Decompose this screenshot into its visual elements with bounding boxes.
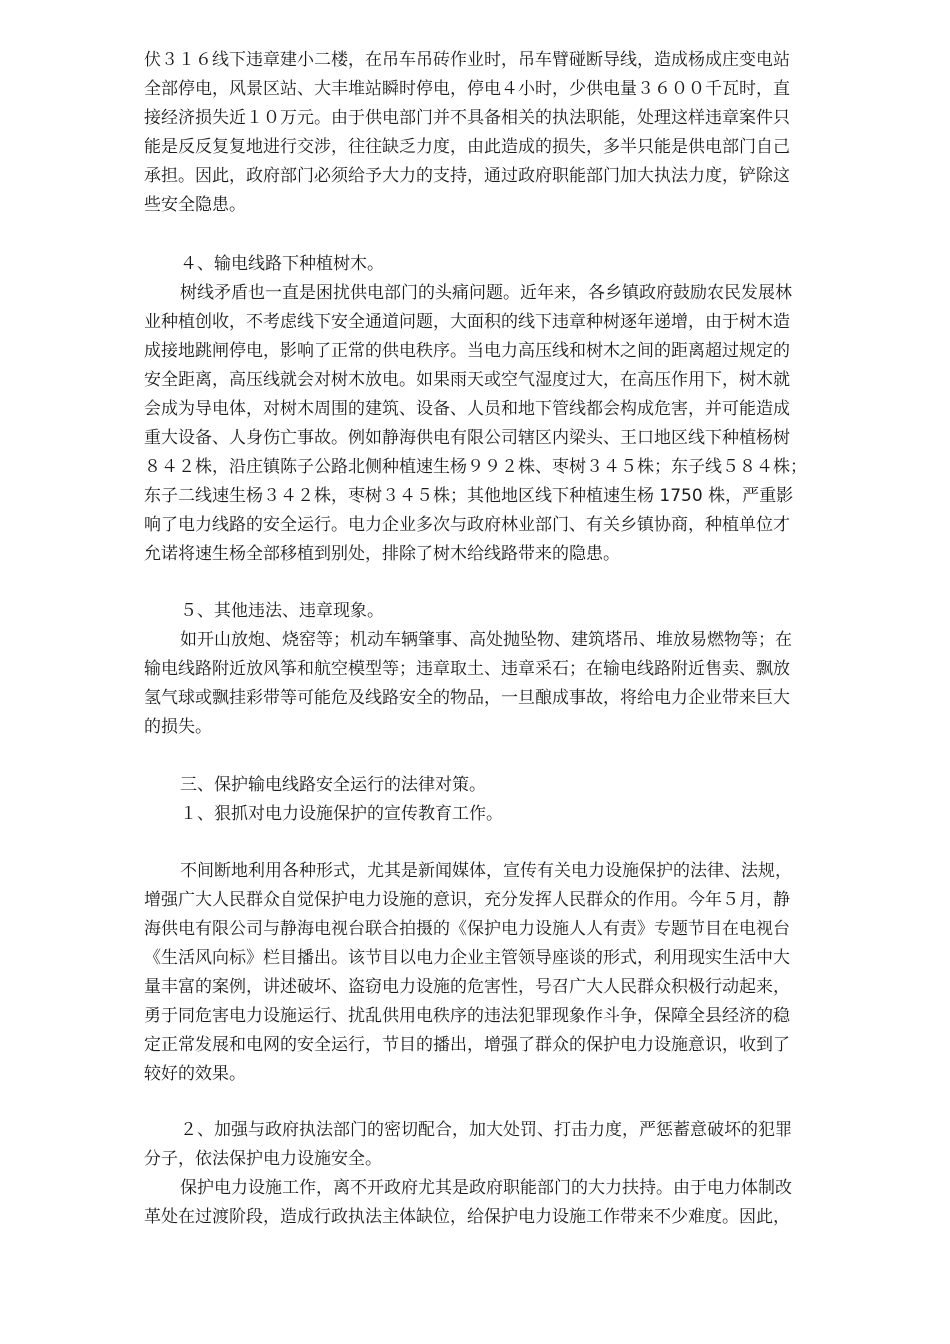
- text-line: 的损失。: [144, 717, 212, 737]
- section-heading-3: 三、保护输电线路安全运行的法律对策。: [180, 775, 486, 795]
- text-line: 氢气球或飘挂彩带等可能危及线路安全的物品，一旦酿成事故，将给电力企业带来巨大: [144, 688, 790, 708]
- text-line: 勇于同危害电力设施运行、扰乱供用电秩序的违法犯罪现象作斗争，保障全县经济的稳: [144, 1006, 790, 1026]
- text-line: 响了电力线路的安全运行。电力企业多次与政府林业部门、有关乡镇协商，种植单位才: [144, 515, 790, 535]
- text-line: 些安全隐患。: [144, 195, 246, 215]
- text-line: 输电线路附近放风筝和航空模型等；违章取土、违章采石；在输电线路附近售卖、飘放: [144, 659, 790, 679]
- text-line: 如开山放炮、烧窑等；机动车辆肇事、高处抛坠物、建筑塔吊、堆放易燃物等；在: [180, 630, 792, 650]
- text-line: 允诺将速生杨全部移植到别处，排除了树木给线路带来的隐患。: [144, 544, 620, 564]
- text-line: 海供电有限公司与静海电视台联合拍摄的《保护电力设施人人有责》专题节目在电视台: [144, 919, 790, 939]
- text-line: 全部停电，风景区站、大丰堆站瞬时停电，停电４小时，少供电量３６００千瓦时，直: [144, 79, 790, 99]
- text-line: 能是反反复复地进行交涉，往往缺乏力度，由此造成的损失，多半只能是供电部门自己: [144, 137, 790, 157]
- text-line: 重大设备、人身伤亡事故。例如静海供电有限公司辖区内梁头、王口地区线下种植杨树: [144, 428, 790, 448]
- text-line: 分子，依法保护电力设施安全。: [144, 1149, 382, 1169]
- text-line: 成接地跳闸停电，影响了正常的供电秩序。当电力高压线和树木之间的距离超过规定的: [144, 341, 790, 361]
- text-line: 不间断地利用各种形式，尤其是新闻媒体，宣传有关电力设施保护的法律、法规，: [180, 861, 792, 881]
- text-line: 接经济损失近１０万元。由于供电部门并不具备相关的执法职能，处理这样违章案件只: [144, 108, 790, 128]
- text-line: ２、加强与政府执法部门的密切配合，加大处罚、打击力度，严惩蓄意破坏的犯罪: [180, 1120, 792, 1140]
- text-line: 会成为导电体，对树木周围的建筑、设备、人员和地下管线都会构成危害，并可能造成: [144, 399, 790, 419]
- text-line: 增强广大人民群众自觉保护电力设施的意识，充分发挥人民群众的作用。今年５月，静: [144, 890, 790, 910]
- text-line: 量丰富的案例，讲述破坏、盗窃电力设施的危害性，号召广大人民群众积极行动起来，: [144, 977, 790, 997]
- text-line: 《生活风向标》栏目播出。该节目以电力企业主管领导座谈的形式，利用现实生活中大: [144, 948, 790, 968]
- text-line: 安全距离，高压线就会对树木放电。如果雨天或空气湿度过大，在高压作用下，树木就: [144, 370, 790, 390]
- section-heading-4: ４、输电线路下种植树木。: [180, 254, 384, 274]
- text-line: 承担。因此，政府部门必须给予大力的支持，通过政府职能部门加大执法力度，铲除这: [144, 166, 790, 186]
- text-line: 较好的效果。: [144, 1064, 246, 1084]
- text-line: 革处在过渡阶段，造成行政执法主体缺位，给保护电力设施工作带来不少难度。因此，: [144, 1207, 790, 1227]
- text-line: 定正常发展和电网的安全运行，节目的播出，增强了群众的保护电力设施意识，收到了: [144, 1035, 790, 1055]
- text-line: 伏３１６线下违章建小二楼，在吊车吊砖作业时，吊车臂碰断导线，造成杨成庄变电站: [144, 50, 790, 70]
- text-line: 保护电力设施工作，离不开政府尤其是政府职能部门的大力扶持。由于电力体制改: [180, 1178, 792, 1198]
- text-line: 东子二线速生杨３４２株，枣树３４５株；其他地区线下种植速生杨 1750 株，严重影: [144, 486, 794, 506]
- subsection-heading-3-1: １、狠抓对电力设施保护的宣传教育工作。: [180, 804, 503, 824]
- text-line: 树线矛盾也一直是困扰供电部门的头痛问题。近年来，各乡镇政府鼓励农民发展林: [180, 283, 792, 303]
- text-line: ８４２株，沿庄镇陈子公路北侧种植速生杨９９２株、枣树３４５株；东子线５８４株；: [144, 457, 807, 477]
- section-heading-5: ５、其他违法、违章现象。: [180, 601, 384, 621]
- text-line: 业种植创收，不考虑线下安全通道问题，大面积的线下违章种树逐年递增，由于树木造: [144, 312, 790, 332]
